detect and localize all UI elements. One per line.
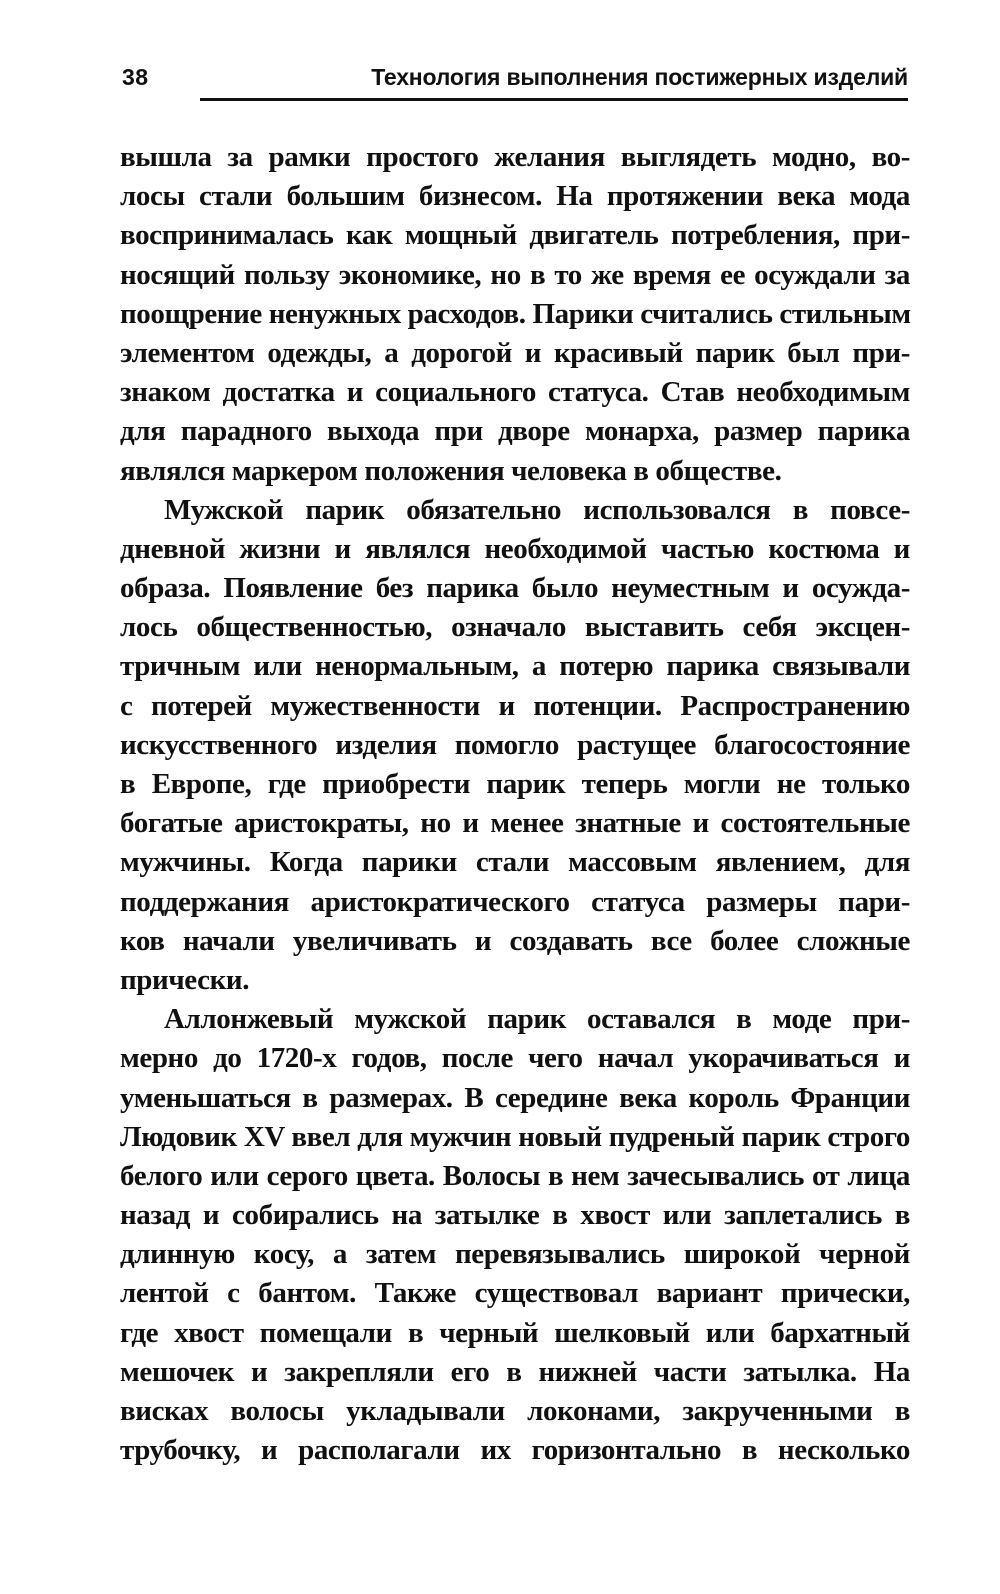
- text-line: назад и собирались на затылке в хвост или заплетались в: [120, 1199, 910, 1232]
- text-line: Людовик XV ввел для мужчин новый пудреный парик строго: [120, 1120, 910, 1153]
- running-header-title: Технология выполнения постижерных изделий: [371, 64, 908, 90]
- text-line: вышла за рамки простого желания выглядеть модно, во-: [120, 141, 910, 173]
- text-line: трубочку, и располагали их горизонтально в несколько: [120, 1434, 910, 1467]
- text-line: мешочек и закрепляли его в нижней части затылка. На: [120, 1355, 910, 1388]
- text-line: носящий пользу экономике, но в то же время ее осуждали за: [120, 258, 910, 291]
- text-line: Мужской парик обязательно использовался в повсе-: [164, 493, 910, 526]
- text-line: поощрение ненужных расходов. Парики считались стильным: [120, 297, 911, 330]
- text-line: являлся маркером положения человека в обществе.: [120, 454, 782, 487]
- text-line: висках волосы укладывали локонами, закрученными в: [120, 1395, 910, 1427]
- text-line: воспринималась как мощный двигатель потребления, при-: [120, 219, 910, 252]
- body-text: [120, 138, 910, 1470]
- text-line: лосы стали большим бизнесом. На протяжении века мода: [120, 180, 910, 213]
- text-line: мужчины. Когда парики стали массовым явлением, для: [120, 846, 910, 879]
- text-line: где хвост помещали в черный шелковый или бархатный: [120, 1316, 910, 1349]
- text-line: Аллонжевый мужской парик оставался в моде при-: [164, 1003, 910, 1036]
- text-line: в Европе, где приобрести парик теперь могли не только: [120, 768, 910, 800]
- text-line: для парадного выхода при дворе монарха, размер парика: [120, 415, 910, 448]
- text-line: с потерей мужественности и потенции. Распространению: [120, 689, 910, 722]
- text-line: длинную косу, а затем перевязывались широкой черной: [120, 1238, 910, 1271]
- text-line: прически.: [120, 963, 250, 996]
- text-line: ков начали увеличивать и создавать все более сложные: [120, 924, 910, 957]
- header-rule: [200, 98, 908, 101]
- text-line: уменьшаться в размерах. В середине века король Франции: [120, 1081, 910, 1114]
- text-line: лентой с бантом. Также существовал вариант прически,: [120, 1277, 910, 1310]
- text-line: образа. Появление без парика было неуместным и осужда-: [120, 572, 910, 605]
- text-line: дневной жизни и являлся необходимой частью костюма и: [120, 532, 910, 565]
- text-line: лось общественностью, означало выставить себя эксцен-: [120, 611, 910, 644]
- text-line: элементом одежды, а дорогой и красивый парик был при-: [120, 336, 910, 369]
- text-line: мерно до 1720-х годов, после чего начал укорачиваться и: [120, 1042, 910, 1075]
- text-line: богатые аристократы, но и менее знатные и состоятельные: [120, 807, 910, 840]
- page-number: 38: [122, 64, 149, 90]
- running-header: [122, 62, 908, 102]
- text-line: тричным или ненормальным, а потерю парика связывали: [120, 650, 910, 683]
- text-line: белого или серого цвета. Волосы в нем зачесывались от лица: [120, 1159, 910, 1192]
- text-line: искусственного изделия помогло растущее благосостояние: [120, 728, 910, 761]
- text-line: поддержания аристократического статуса размеры пари-: [120, 885, 910, 918]
- text-line: знаком достатка и социального статуса. Став необходимым: [120, 376, 910, 409]
